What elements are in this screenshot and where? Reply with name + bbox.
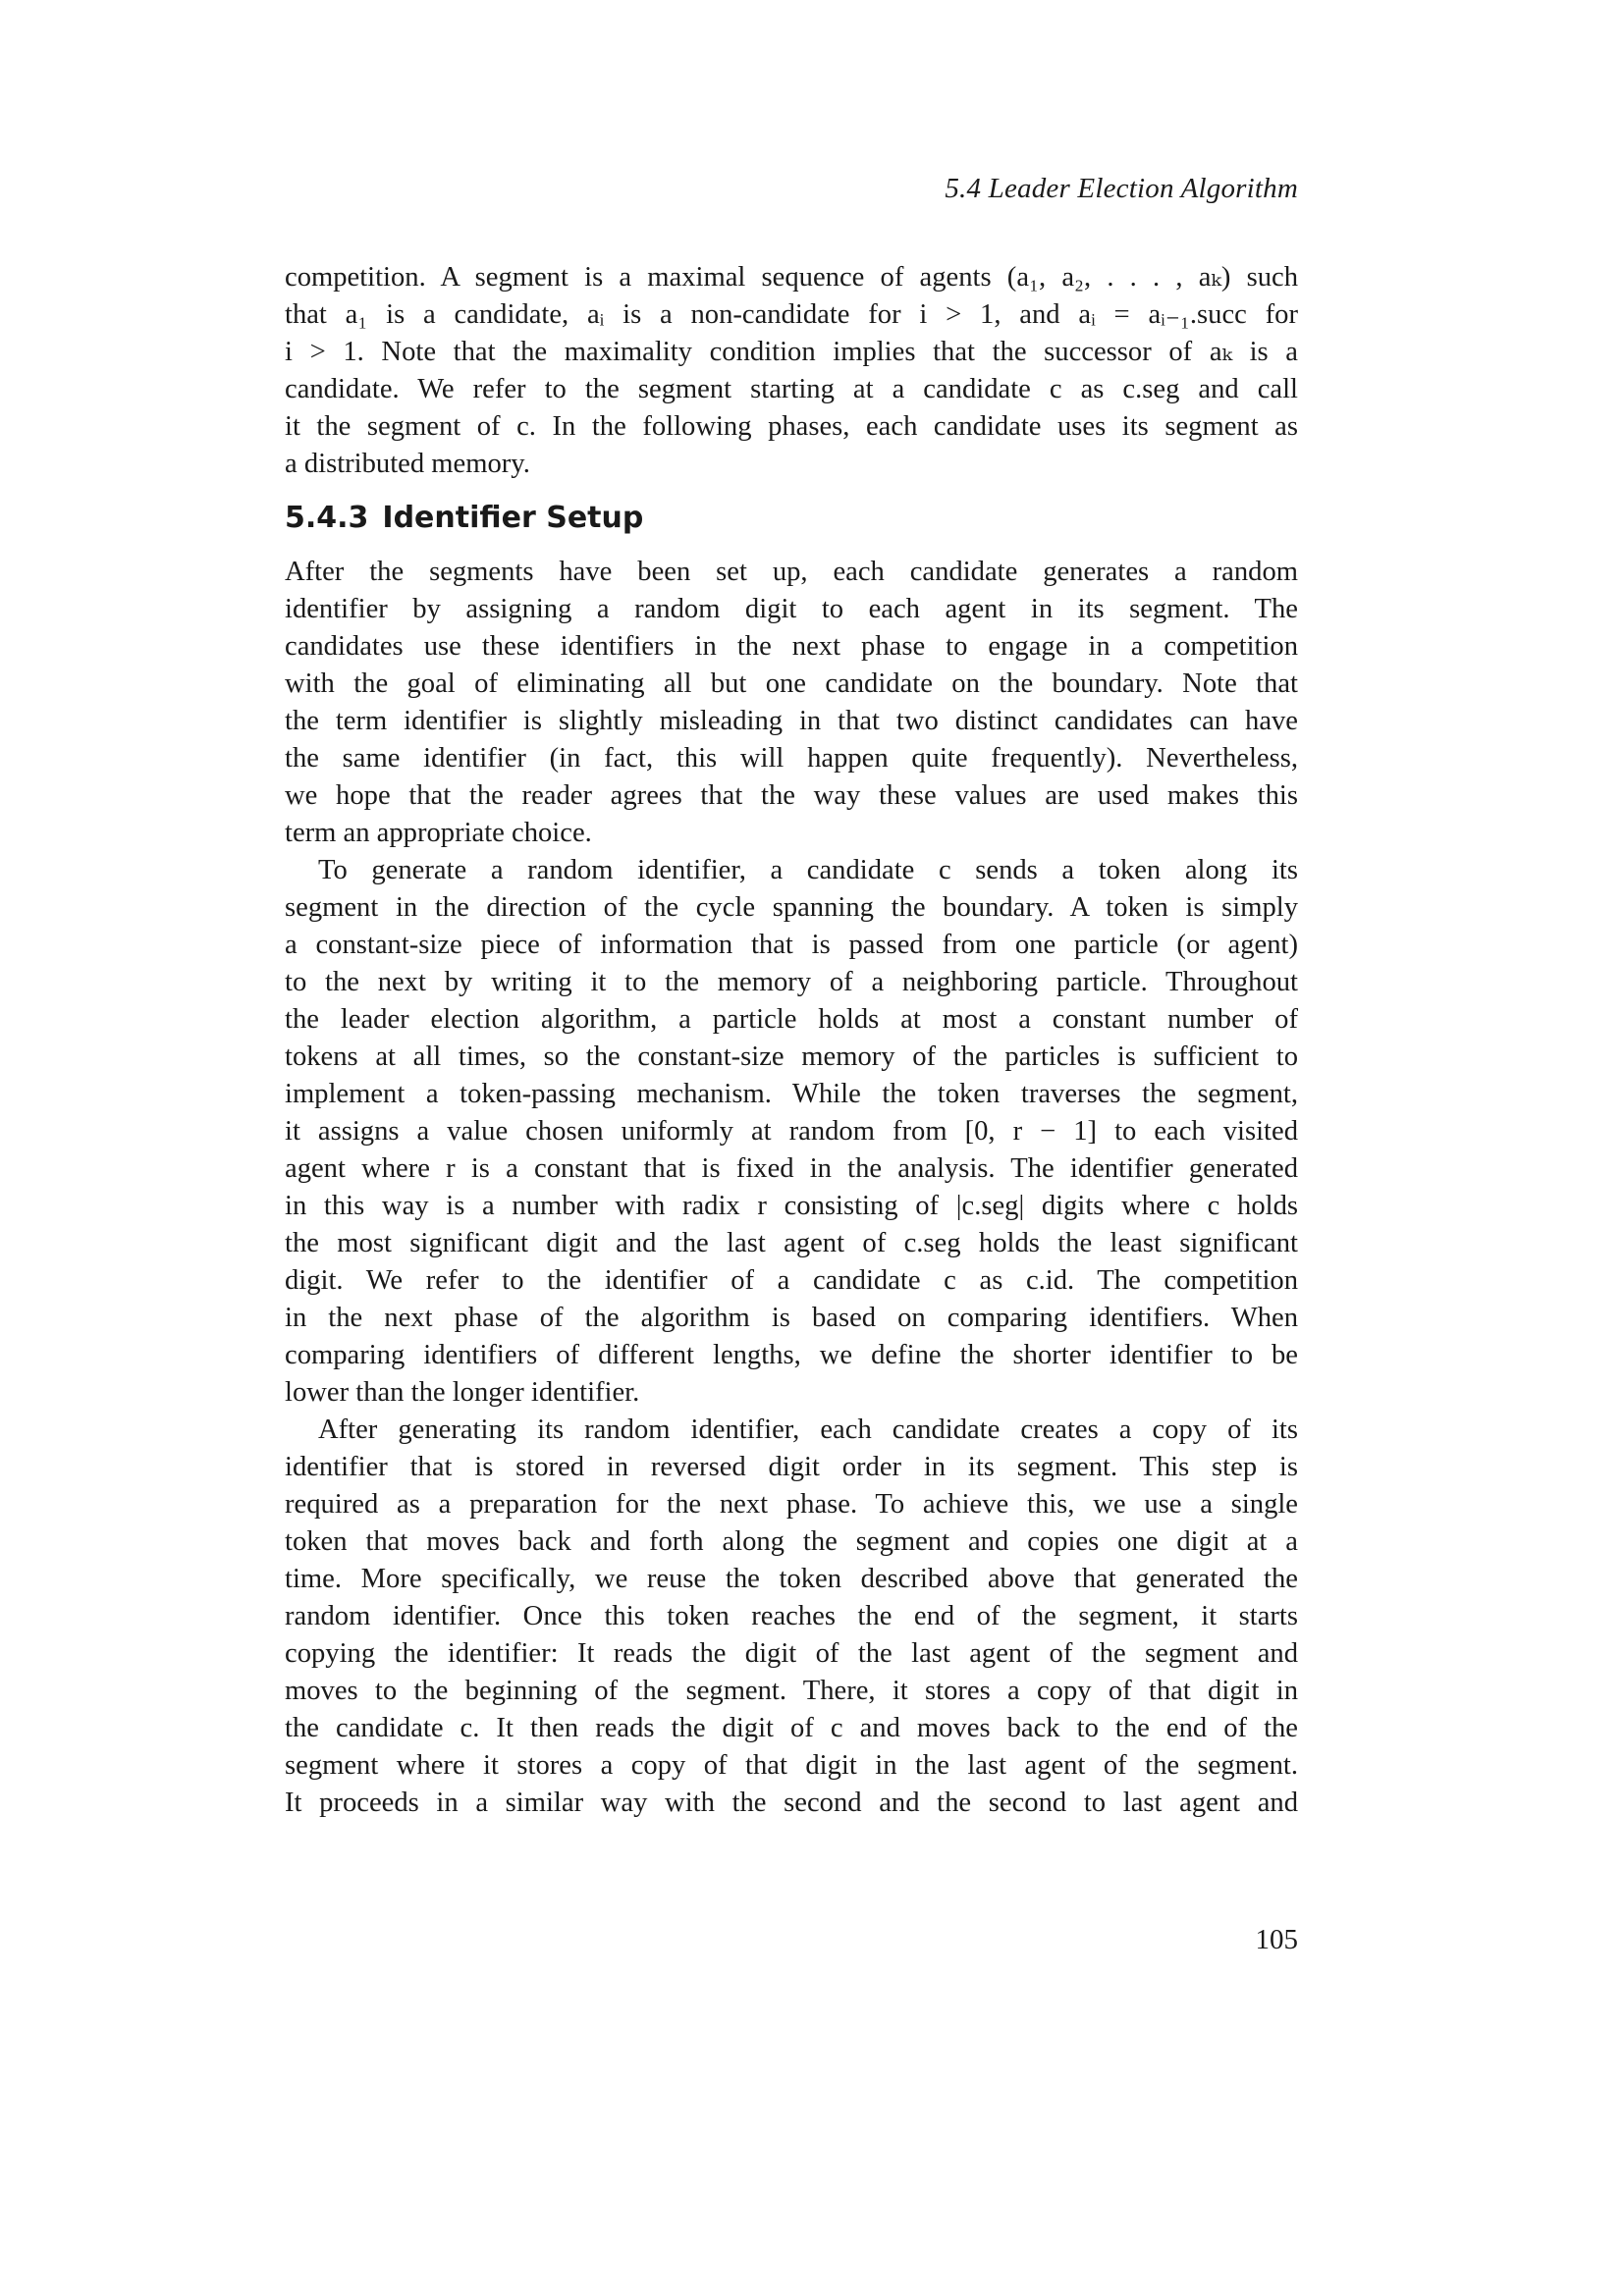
- text-line: identifier by assigning a random digit to each agent in its segment. The: [285, 594, 1298, 624]
- text-line: random identifier. Once this token reaches the end of the segment, it starts: [285, 1601, 1298, 1631]
- running-header: 5.4 Leader Election Algorithm: [945, 173, 1298, 204]
- text-line: in this way is a number with radix r consisting of |c.seg| digits where c holds: [285, 1191, 1298, 1221]
- text-line: in the next phase of the algorithm is based on comparing identifiers. When: [285, 1303, 1298, 1333]
- section-title: Identifier Setup: [382, 501, 644, 535]
- text-line: term an appropriate choice.: [285, 818, 592, 848]
- text-line: a constant-size piece of information that is passed from one particle (or agent): [285, 930, 1298, 960]
- text-line: the same identifier (in fact, this will happen quite frequently). Nevertheless,: [285, 743, 1298, 774]
- text-line: implement a token-passing mechanism. While the token traverses the segment,: [285, 1079, 1298, 1109]
- text-line: the candidate c. It then reads the digit of c and moves back to the end of the: [285, 1713, 1298, 1743]
- page-number: 105: [1255, 1924, 1298, 1955]
- text-line: the most significant digit and the last agent of c.seg holds the least significant: [285, 1228, 1298, 1258]
- paragraph-3: [285, 1412, 1298, 1822]
- text-line: tokens at all times, so the constant-size memory of the particles is sufficient to: [285, 1041, 1298, 1072]
- text-line: moves to the beginning of the segment. There, it stores a copy of that digit in: [285, 1676, 1298, 1706]
- text-line: the leader election algorithm, a particle holds at most a constant number of: [285, 1004, 1298, 1035]
- text-line: to the next by writing it to the memory of a neighboring particle. Throughout: [285, 967, 1298, 997]
- text-line: that a₁ is a candidate, aᵢ is a non-candidate for i > 1, and aᵢ = aᵢ₋₁.succ for: [285, 299, 1298, 330]
- text-line: After the segments have been set up, each candidate generates a random: [285, 557, 1298, 587]
- text-line: It proceeds in a similar way with the second and the second to last agent and: [285, 1788, 1298, 1818]
- text-line: lower than the longer identifier.: [285, 1377, 640, 1408]
- paragraph-2: [285, 852, 1298, 1412]
- text-line: comparing identifiers of different lengths, we define the shorter identifier to be: [285, 1340, 1298, 1370]
- text-line: competition. A segment is a maximal sequence of agents (a₁, a₂, . . . , aₖ) such: [285, 262, 1298, 293]
- document-page: [285, 0, 1298, 2296]
- text-line: To generate a random identifier, a candidate c sends a token along its: [318, 855, 1298, 885]
- text-line: the term identifier is slightly misleading in that two distinct candidates can have: [285, 706, 1298, 736]
- text-line: a distributed memory.: [285, 449, 530, 479]
- text-line: candidates use these identifiers in the next phase to engage in a competition: [285, 631, 1298, 662]
- text-line: identifier that is stored in reversed digit order in its segment. This step is: [285, 1452, 1298, 1482]
- section-heading: [285, 499, 643, 538]
- text-line: copying the identifier: It reads the digit of the last agent of the segment and: [285, 1638, 1298, 1669]
- text-line: token that moves back and forth along the segment and copies one digit at a: [285, 1526, 1298, 1557]
- text-line: i > 1. Note that the maximality condition implies that the successor of aₖ is a: [285, 337, 1298, 367]
- text-line: agent where r is a constant that is fixed in the analysis. The identifier generated: [285, 1153, 1298, 1184]
- text-line: required as a preparation for the next phase. To achieve this, we use a single: [285, 1489, 1298, 1520]
- text-line: time. More specifically, we reuse the token described above that generated the: [285, 1564, 1298, 1594]
- text-line: After generating its random identifier, each candidate creates a copy of its: [318, 1415, 1298, 1445]
- text-line: it the segment of c. In the following phases, each candidate uses its segment as: [285, 411, 1298, 442]
- text-line: with the goal of eliminating all but one candidate on the boundary. Note that: [285, 668, 1298, 699]
- text-line: we hope that the reader agrees that the way these values are used makes this: [285, 780, 1298, 811]
- text-line: digit. We refer to the identifier of a candidate c as c.id. The competition: [285, 1265, 1298, 1296]
- text-line: segment in the direction of the cycle spanning the boundary. A token is simply: [285, 892, 1298, 923]
- text-line: candidate. We refer to the segment starting at a candidate c as c.seg and call: [285, 374, 1298, 404]
- paragraph-continued: [285, 259, 1298, 483]
- paragraph-1: [285, 554, 1298, 852]
- text-line: it assigns a value chosen uniformly at random from [0, r − 1] to each visited: [285, 1116, 1298, 1147]
- text-line: segment where it stores a copy of that digit in the last agent of the segment.: [285, 1750, 1298, 1781]
- section-number: 5.4.3: [285, 501, 369, 535]
